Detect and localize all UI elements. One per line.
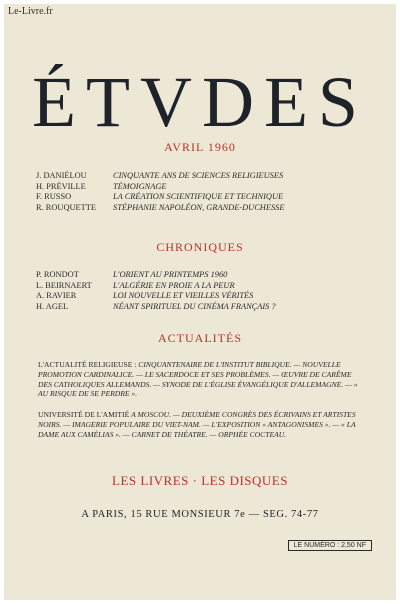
chronique-title: NÉANT SPIRITUEL DU CINÉMA FRANÇAIS ? <box>113 301 276 311</box>
chronique-author: P. RONDOT <box>36 270 79 279</box>
actualites-paragraph-culture <box>38 410 362 439</box>
article-title: CINQUANTE ANS DE SCIENCES RELIGIEUSES <box>113 171 284 180</box>
chronique-title: LOI NOUVELLE ET VIEILLES VÉRITÉS <box>113 291 254 300</box>
paragraph-text: A MOSCOU. — DEUXIÈME CONGRÈS DES ÉCRIVAINS ET ARTISTES NOIRS. — IMAGERIE POPULAIRE DU VIET-NAM. — L'EXPOSITION « ANTAGONISMES ». — « LA DAME AUX CAMÉLIAS ». — CARNET DE THÉATRE. — ORPHÉE COCTEAU. <box>38 410 356 439</box>
issue-date: AVRIL 1960 <box>164 140 236 154</box>
actualites-paragraph-religious <box>38 360 362 399</box>
article-title: STÉPHANIE NAPOLÉON, GRANDE-DUCHESSE <box>113 202 285 212</box>
chroniques-list <box>36 270 366 312</box>
chroniques-heading: CHRONIQUES <box>156 240 244 254</box>
article-row <box>36 171 366 182</box>
article-author: F. RUSSO <box>36 192 72 201</box>
price-box: LE NUMÉRO : 2,50 NF <box>288 540 372 551</box>
paragraph-lead: L'ACTUALITÉ RELIGIEUSE : <box>38 360 137 369</box>
magazine-cover <box>4 4 396 600</box>
chronique-author: A. RAVIER <box>36 291 77 300</box>
books-records-heading: LES LIVRES · LES DISQUES <box>112 473 288 488</box>
chronique-title: L'ALGÉRIE EN PROIE A LA PEUR <box>113 280 235 290</box>
article-author: H. PRÉVILLE <box>36 181 86 191</box>
article-author: J. DANIÉLOU <box>36 171 87 180</box>
article-title: LA CRÉATION SCIENTIFIQUE ET TECHNIQUE <box>113 192 284 201</box>
paragraph-text: CINQUANTENAIRE DE L'INSTITUT BIBLIQUE. — NOUVELLE PROMOTION CARDINALICE. — LE SACERDOCE ET SES PROBLÈMES. — ŒUVRE DE CARÊME DES CATHOLIQUES ALLEMANDS. — SYNODE DE L'ÉGLISE ÉVANGÉLIQUE D'ALLEMAGNE. — « AU RISQUE DE SE PERDRE ». <box>38 360 358 399</box>
chronique-row <box>36 291 366 302</box>
paragraph-lead: UNIVERSITÉ DE L'AMITIÉ <box>38 410 130 419</box>
masthead-title: ÉTVDES <box>32 62 368 142</box>
article-title: TÉMOIGNAGE <box>113 181 167 191</box>
chronique-author: L. BEIRNAERT <box>36 280 92 290</box>
publisher-address: A PARIS, 15 RUE MONSIEUR 7e — SEG. 74-77 <box>81 509 319 520</box>
chronique-row <box>36 302 366 313</box>
chronique-row <box>36 281 366 292</box>
seller-watermark: Le-Livre.fr <box>8 6 53 17</box>
article-row <box>36 182 366 193</box>
actualites-heading: ACTUALITÉS <box>158 331 242 345</box>
article-row <box>36 192 366 203</box>
chronique-row <box>36 270 366 281</box>
articles-list <box>36 171 366 213</box>
chronique-title: L'ORIENT AU PRINTEMPS 1960 <box>113 270 228 279</box>
chronique-author: H. AGEL <box>36 301 69 311</box>
article-author: R. ROUQUETTE <box>36 202 97 212</box>
article-row <box>36 203 366 214</box>
